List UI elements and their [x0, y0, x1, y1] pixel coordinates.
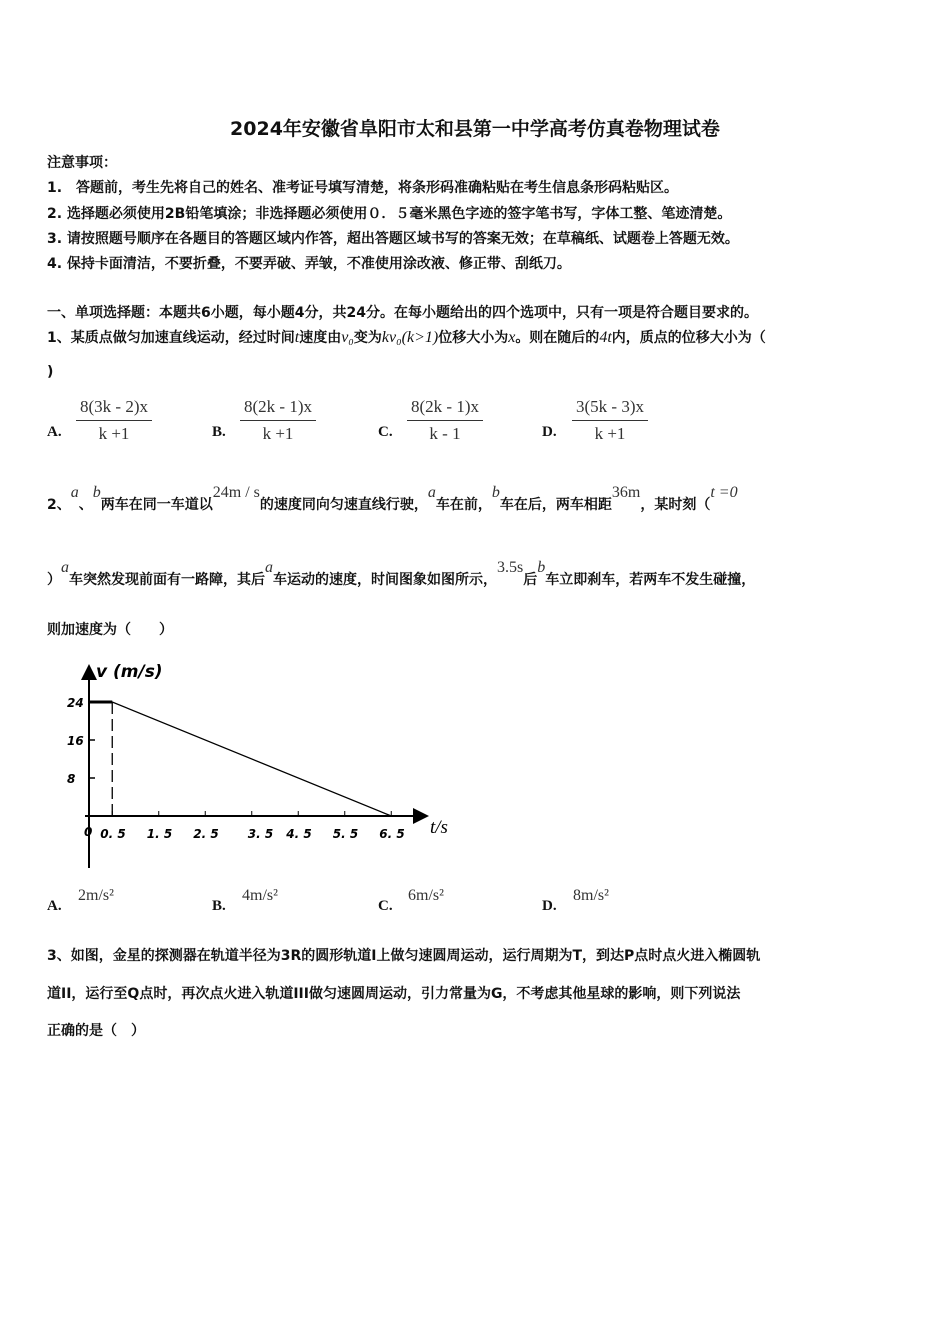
q2-line2: ）a车突然发现前面有一路障，其后a车运动的速度，时间图象如图所示，3.5s后b车立即刹车，若两车不发生碰撞，	[47, 559, 756, 588]
q2-option-label[interactable]: A.	[47, 898, 62, 914]
q2-option-label[interactable]: D.	[542, 898, 557, 914]
x-tick-label: 1. 5	[146, 827, 173, 841]
note-item: 4. 保持卡面清洁，不要折叠，不要弄破、弄皱，不准使用涂改液、修正带、刮纸刀。	[47, 256, 571, 272]
q1-stem: 1、某质点做匀加速直线运动，经过时间t速度由v₀变为kv₀(k>1)位移大小为x。则在随后的4t内，质点的位移大小为（	[47, 329, 766, 346]
q2-line1: 2、a、b两车在同一车道以24m / s的速度同向匀速直线行驶，a车在前，b车在后，两车相距36m，某时刻（t =0	[47, 484, 738, 513]
y-tick-label: 8	[67, 772, 76, 786]
q2-line3: 则加速度为（ ）	[47, 622, 173, 638]
q2-option-label[interactable]: C.	[378, 898, 393, 914]
note-item: 3. 请按照题号顺序在各题目的答题区域内作答，超出答题区域书写的答案无效；在草稿纸、试题卷上答题无效。	[47, 231, 739, 247]
y-axis-label: v (m/s)	[96, 662, 163, 682]
q2-option-c[interactable]: 6m/s²	[408, 887, 444, 904]
origin-label: 0	[84, 825, 93, 839]
q2-option-label[interactable]: B.	[212, 898, 226, 914]
x-tick-label: 6. 5	[379, 827, 405, 841]
q2-option-d[interactable]: 8m/s²	[573, 887, 609, 904]
q2-option-b[interactable]: 4m/s²	[242, 887, 278, 904]
x-tick-label: 4. 5	[286, 827, 312, 841]
q1-option-b[interactable]: $\frac{8(2k - 1)x}{k +1}$	[240, 397, 316, 444]
x-tick-label: 0. 5	[100, 827, 126, 841]
q1-option-label[interactable]: A.	[47, 424, 62, 440]
q1-option-label[interactable]: B.	[212, 424, 226, 440]
q1-option-c[interactable]: $\frac{8(2k - 1)x}{k - 1}$	[407, 397, 483, 444]
q1-option-label[interactable]: D.	[542, 424, 557, 440]
velocity-line	[89, 702, 391, 816]
page-title: 2024年安徽省阜阳市太和县第一中学高考仿真卷物理试卷	[230, 118, 720, 140]
note-item: 2. 选择题必须使用2B铅笔填涂；非选择题必须使用０．５毫米黑色字迹的签字笔书写，字体工整、笔迹清楚。	[47, 206, 732, 222]
q1-option-label[interactable]: C.	[378, 424, 393, 440]
q1-close: )	[47, 364, 54, 380]
notes-heading: 注意事项：	[47, 155, 117, 171]
y-tick-label: 16	[67, 734, 84, 748]
q1-option-d[interactable]: $\frac{3(5k - 3)x}{k +1}$	[572, 397, 648, 444]
x-tick-label: 5. 5	[332, 827, 359, 841]
q3-line2: 道II，运行至Q点时，再次点火进入轨道III做匀速圆周运动，引力常量为G，不考虑其他星球的影响，则下列说法	[47, 986, 741, 1002]
q3-line3: 正确的是（ ）	[47, 1023, 145, 1039]
q1-option-a[interactable]: $\frac{8(3k - 2)x}{k +1}$	[76, 397, 152, 444]
note-item: 1. 答题前，考生先将自己的姓名、准考证号填写清楚，将条形码准确粘贴在考生信息条形码粘贴区。	[47, 180, 679, 196]
x-axis-label: t/s	[430, 817, 448, 838]
x-tick-label: 2. 5	[193, 827, 219, 841]
section-heading: 一、单项选择题：本题共6小题，每小题4分，共24分。在每小题给出的四个选项中，只有一项是符合题目要求的。	[47, 305, 758, 321]
q2-option-a[interactable]: 2m/s²	[78, 887, 114, 904]
q3-line1: 3、如图，金星的探测器在轨道半径为3R的圆形轨道I上做匀速圆周运动，运行周期为T，到达P点时点火进入椭圆轨	[47, 948, 761, 964]
x-tick-label: 3. 5	[247, 827, 274, 841]
y-tick-label: 24	[67, 696, 84, 710]
